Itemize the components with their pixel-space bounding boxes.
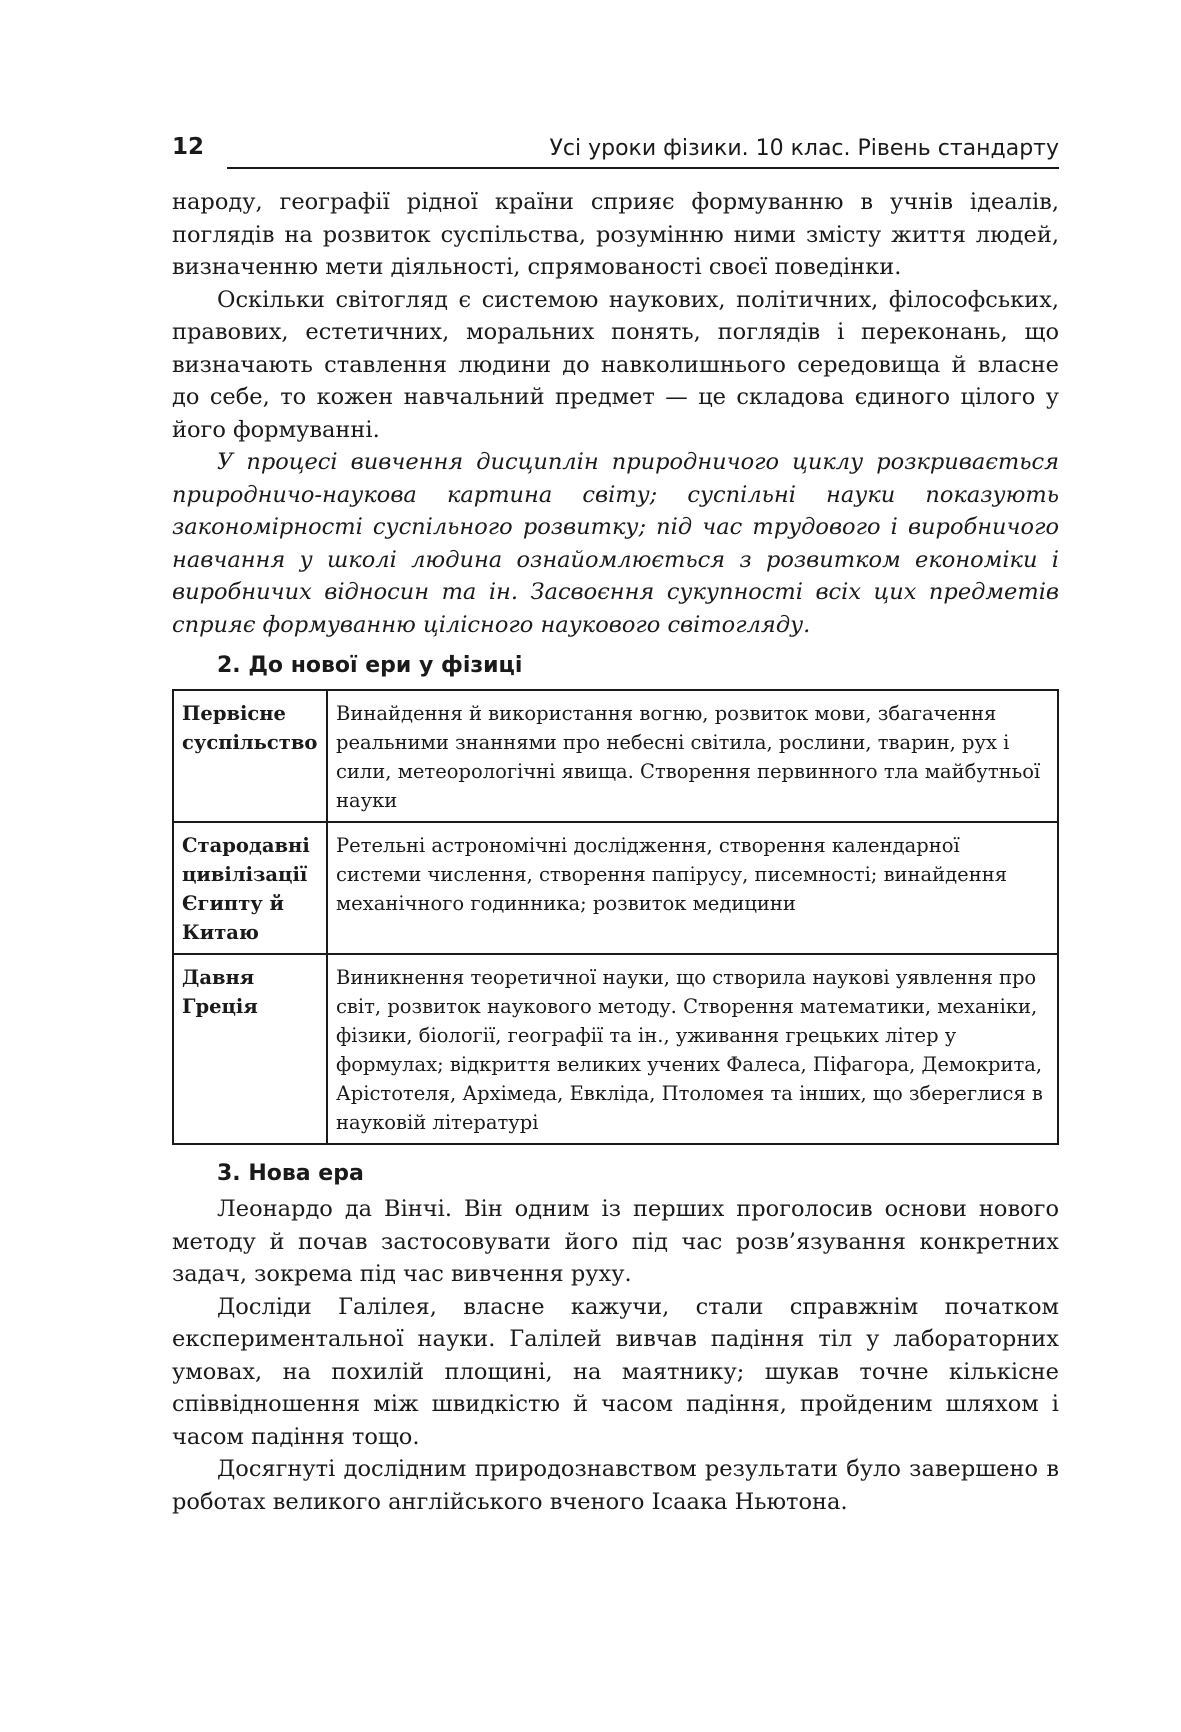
intro-paragraph-2: Оскільки світогляд є системою наукових, політичних, філософських, правових, естетичних, моральних понять, поглядів і переконань, що визначають ставлення людини до навколишнього середовища й власне до себе, то кожен навчальний предмет — це складова єдиного цілого у його формуванні. (172, 286, 1059, 443)
section-2-heading: 2. До нової ери у фізиці (217, 653, 523, 678)
table-row (173, 954, 1058, 1144)
section-3-paragraph-3: Досягнуті дослідним природознавством результати було завершено в роботах великого англійського вченого Ісаака Ньютона. (172, 1456, 1059, 1515)
description-cell: Винайдення й використання вогню, розвиток мови, збагачення реальними знаннями про небесні світила, рослини, тварин, рух і сили, метеорологічні явища. Створення первинного тла майбутньої науки (327, 690, 1058, 822)
period-cell: Стародавні цивілізації Єгипту й Китаю (173, 822, 327, 954)
running-title: Усі уроки фізики. 10 клас. Рівень стандарту (549, 136, 1059, 161)
header-rule (227, 167, 1059, 169)
eras-table (172, 689, 1059, 1145)
period-cell: Давня Греція (173, 954, 327, 1144)
intro-paragraph-3: У процесі вивчення дисциплін природничого циклу розкривається природничо-наукова картина світу; суспільні науки показують закономірності суспільного розвитку; під час трудового і виробничого навчання у школі людина ознайомлюється з розвитком економіки і виробничих відносин та ін. Засвоєння сукупності всіх цих предметів сприяє формуванню цілісного наукового світогляду. (172, 449, 1059, 638)
page-header (172, 134, 1059, 168)
page-body (172, 186, 1059, 1518)
period-cell: Первісне суспільство (173, 690, 327, 822)
page-number: 12 (172, 134, 205, 160)
table-row (173, 690, 1058, 822)
section-3-paragraph-1: Леонардо да Вінчі. Він одним із перших проголосив основи нового методу й почав застосовувати його під час розв’язування конкретних задач, зокрема під час вивчення руху. (172, 1196, 1059, 1287)
intro-paragraph-1: народу, географії рідної країни сприяє формуванню в учнів ідеалів, поглядів на розвиток суспільства, розумінню ними змісту життя людей, визначенню мети діяльності, спрямованості своєї поведінки. (172, 189, 1059, 280)
section-3-heading: 3. Нова ера (217, 1161, 364, 1186)
table-row (173, 822, 1058, 954)
description-cell: Ретельні астрономічні дослідження, створення календарної системи числення, створення папірусу, писемності; винайдення механічного годинника; розвиток медицини (327, 822, 1058, 954)
description-cell: Виникнення теоретичної науки, що створила наукові уявлення про світ, розвиток наукового методу. Створення математики, механіки, фізики, біології, географії та ін., уживання грецьких літер у формулах; відкриття великих учених Фалеса, Піфагора, Демокрита, Арістотеля, Архімеда, Евкліда, Птоломея та інших, що збереглися в науковій літературі (327, 954, 1058, 1144)
section-3-paragraph-2: Досліди Галілея, власне кажучи, стали справжнім початком експериментальної науки. Галілей вивчав падіння тіл у лабораторних умовах, на похилій площині, на маятнику; шукав точне кількісне співвідношення між швидкістю й часом падіння, пройденим шляхом і часом падіння тощо. (172, 1293, 1059, 1450)
